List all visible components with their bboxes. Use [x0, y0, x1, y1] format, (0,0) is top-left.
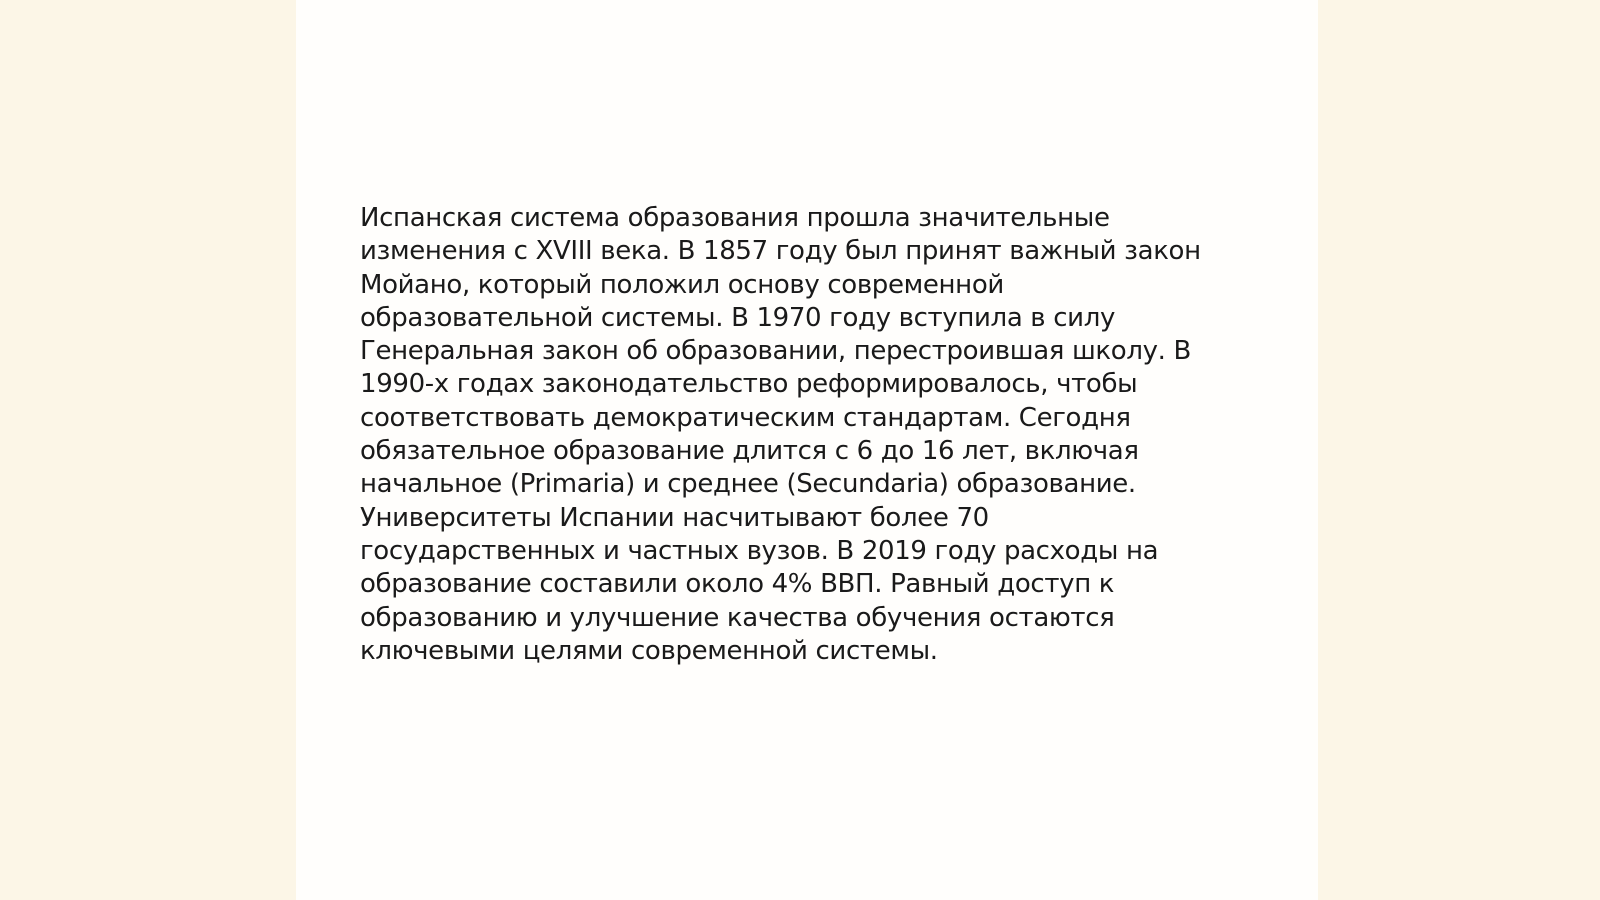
- slide-body-text: Испанская система образования прошла значительные изменения с XVIII века. В 1857 году был принят важный закон Мойано, который положил основу современной образовательной системы. В 1970 году вступила в силу Генеральная закон об образовании, перестроившая школу. В 1990-х годах законодательство реформировалось, чтобы соответствовать демократическим стандартам. Сегодня обязательное образование длится с 6 до 16 лет, включая начальное (Primaria) и среднее (Secundaria) образование. Университеты Испании насчитывают более 70 государственных и частных вузов. В 2019 году расходы на образование составили около 4% ВВП. Равный доступ к образованию и улучшение качества обучения остаются ключевыми целями современной системы.: [360, 203, 1201, 666]
- right-background-panel: [1318, 0, 1600, 900]
- left-background-panel: [0, 0, 296, 900]
- slide-canvas: [296, 0, 1318, 900]
